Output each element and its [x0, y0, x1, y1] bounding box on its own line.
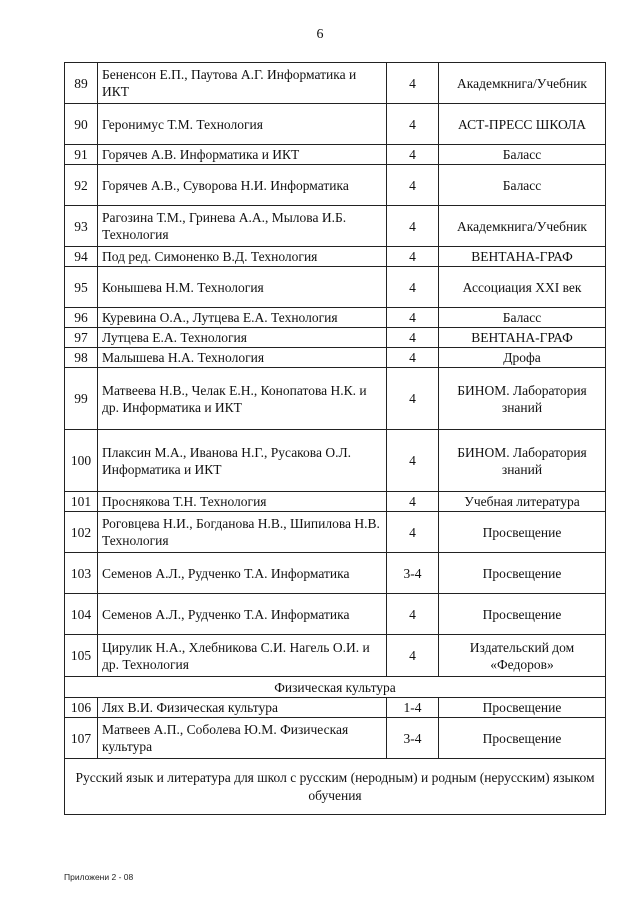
table-row [65, 247, 606, 267]
row-publisher: БИНОМ. Лаборатория знаний [439, 368, 606, 430]
table-row [65, 267, 606, 308]
row-number: 102 [65, 512, 98, 553]
row-grade: 4 [387, 247, 439, 267]
row-number: 104 [65, 594, 98, 635]
row-description: Лях В.И. Физическая культура [98, 698, 387, 718]
row-description: Семенов А.Л., Рудченко Т.А. Информатика [98, 553, 387, 594]
row-grade: 4 [387, 368, 439, 430]
row-publisher: Баласс [439, 165, 606, 206]
row-grade: 4 [387, 206, 439, 247]
row-description: Проснякова Т.Н. Технология [98, 492, 387, 512]
section-title: Физическая культура [65, 677, 606, 698]
table-row [65, 165, 606, 206]
row-publisher: Просвещение [439, 553, 606, 594]
row-publisher: Просвещение [439, 512, 606, 553]
row-description: Роговцева Н.И., Богданова Н.В., Шипилова Н.В. Технология [98, 512, 387, 553]
table-row [65, 308, 606, 328]
row-description: Рагозина Т.М., Гринева А.А., Мылова И.Б. Технология [98, 206, 387, 247]
table-row [65, 206, 606, 247]
table-row [65, 492, 606, 512]
row-grade: 4 [387, 594, 439, 635]
row-publisher: Баласс [439, 308, 606, 328]
row-description: Куревина О.А., Лутцева Е.А. Технология [98, 308, 387, 328]
row-grade: 4 [387, 430, 439, 492]
row-grade: 4 [387, 145, 439, 165]
row-publisher: Издательский дом «Федоров» [439, 635, 606, 677]
row-grade: 4 [387, 328, 439, 348]
page-number: 6 [316, 27, 324, 42]
row-number: 96 [65, 308, 98, 328]
row-grade: 4 [387, 308, 439, 328]
row-description: Бененсон Е.П., Паутова А.Г. Информатика и ИКТ [98, 63, 387, 104]
row-grade: 4 [387, 63, 439, 104]
row-number: 90 [65, 104, 98, 145]
table-row [65, 348, 606, 368]
row-number: 97 [65, 328, 98, 348]
footer-note: Приложени 2 - 08 [64, 872, 134, 882]
row-description: Горячев А.В., Суворова Н.И. Информатика [98, 165, 387, 206]
row-publisher: Просвещение [439, 698, 606, 718]
table-row [65, 145, 606, 165]
table-row [65, 553, 606, 594]
row-publisher: Академкнига/Учебник [439, 63, 606, 104]
section-title: Русский язык и литература для школ с русским (неродным) и родным (нерусским) языком обучения [65, 759, 606, 815]
row-number: 93 [65, 206, 98, 247]
table-row [65, 512, 606, 553]
row-number: 101 [65, 492, 98, 512]
section-header-russian-language [65, 759, 606, 815]
row-publisher: Академкнига/Учебник [439, 206, 606, 247]
row-number: 92 [65, 165, 98, 206]
row-grade: 4 [387, 267, 439, 308]
row-number: 89 [65, 63, 98, 104]
row-grade: 4 [387, 104, 439, 145]
row-description: Лутцева Е.А. Технология [98, 328, 387, 348]
row-publisher: БИНОМ. Лаборатория знаний [439, 430, 606, 492]
row-number: 91 [65, 145, 98, 165]
table-row [65, 328, 606, 348]
row-description: Семенов А.Л., Рудченко Т.А. Информатика [98, 594, 387, 635]
row-publisher: Просвещение [439, 718, 606, 759]
row-grade: 4 [387, 635, 439, 677]
row-number: 98 [65, 348, 98, 368]
row-publisher: АСТ-ПРЕСС ШКОЛА [439, 104, 606, 145]
row-grade: 1-4 [387, 698, 439, 718]
row-number: 105 [65, 635, 98, 677]
row-description: Цирулик Н.А., Хлебникова С.И. Нагель О.И. и др. Технология [98, 635, 387, 677]
table-row [65, 594, 606, 635]
row-number: 99 [65, 368, 98, 430]
row-description: Матвеева Н.В., Челак Е.Н., Конопатова Н.К. и др. Информатика и ИКТ [98, 368, 387, 430]
row-number: 106 [65, 698, 98, 718]
row-publisher: ВЕНТАНА-ГРАФ [439, 247, 606, 267]
row-description: Плаксин М.А., Иванова Н.Г., Русакова О.Л. Информатика и ИКТ [98, 430, 387, 492]
row-publisher: Ассоциация XXI век [439, 267, 606, 308]
textbook-table [64, 62, 606, 815]
table-row [65, 63, 606, 104]
row-grade: 4 [387, 512, 439, 553]
table-row [65, 368, 606, 430]
row-publisher: Дрофа [439, 348, 606, 368]
row-publisher: Баласс [439, 145, 606, 165]
table-row [65, 104, 606, 145]
table-row [65, 698, 606, 718]
row-number: 103 [65, 553, 98, 594]
row-number: 95 [65, 267, 98, 308]
row-publisher: Просвещение [439, 594, 606, 635]
table-row [65, 430, 606, 492]
row-description: Малышева Н.А. Технология [98, 348, 387, 368]
row-grade: 4 [387, 165, 439, 206]
row-description: Матвеев А.П., Соболева Ю.М. Физическая культура [98, 718, 387, 759]
row-grade: 3-4 [387, 718, 439, 759]
row-grade: 4 [387, 348, 439, 368]
row-description: Горячев А.В. Информатика и ИКТ [98, 145, 387, 165]
row-publisher: Учебная литература [439, 492, 606, 512]
row-publisher: ВЕНТАНА-ГРАФ [439, 328, 606, 348]
row-number: 107 [65, 718, 98, 759]
row-grade: 3-4 [387, 553, 439, 594]
row-description: Под ред. Симоненко В.Д. Технология [98, 247, 387, 267]
row-number: 100 [65, 430, 98, 492]
row-number: 94 [65, 247, 98, 267]
row-grade: 4 [387, 492, 439, 512]
row-description: Геронимус Т.М. Технология [98, 104, 387, 145]
table-row [65, 718, 606, 759]
section-header-physical-culture [65, 677, 606, 698]
row-description: Конышева Н.М. Технология [98, 267, 387, 308]
table-row [65, 635, 606, 677]
